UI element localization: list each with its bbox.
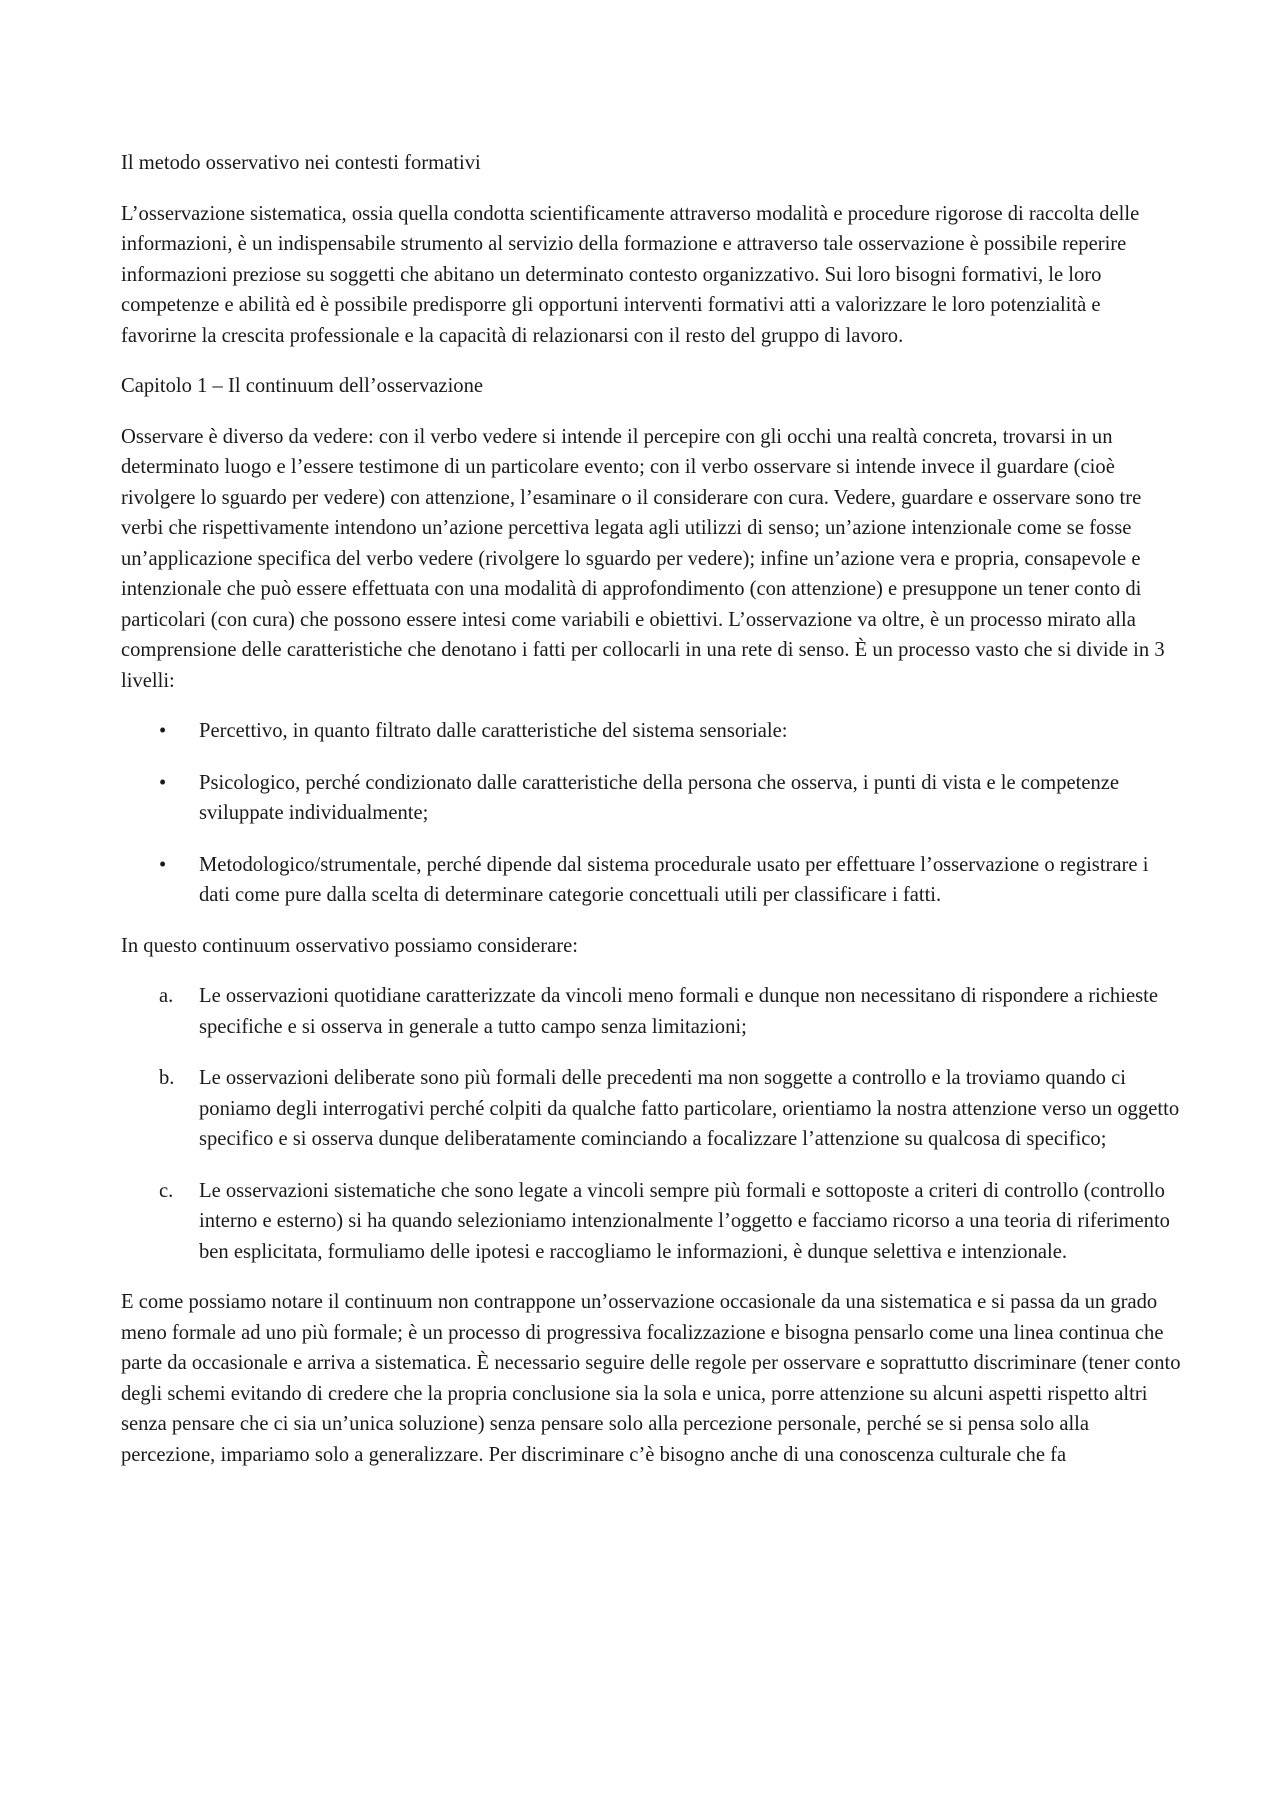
observation-definition-paragraph: Osservare è diverso da vedere: con il verbo vedere si intende il percepire con gli occhi una realtà concreta, trovarsi in un determinato luogo e l’essere testimone di un particolare evento; con il verbo osservare si intende invece il guardare (cioè rivolgere lo sguardo per vedere) con attenzione, l’esaminare o il considerare con cura. Vedere, guardare e osservare sono tre verbi che rispettivamente intendono un’azione percettiva legata agli utilizzi di senso; un’azione intenzionale come se fosse un’applicazione specifica del verbo vedere (rivolgere lo sguardo per vedere); infine un’azione vera e propria, consapevole e intenzionale che può essere effettuata con una modalità di approfondimento (con attenzione) e presuppone un tener conto di particolari (con cura) che possono essere intesi come variabili e obiettivi. L’osservazione va oltre, è un processo mirato alla comprensione delle caratteristiche che denotano i fatti per collocarli in una rete di senso. È un processo vasto che si divide in 3 livelli: (121, 425, 1165, 692)
observation-levels-list (121, 716, 1181, 911)
list-item (121, 716, 1181, 747)
bullet-marker: • (159, 720, 167, 742)
list-item (121, 981, 1181, 1042)
list-marker: c. (159, 1179, 174, 1202)
observation-types-list (121, 981, 1181, 1267)
list-item-text: Psicologico, perché condizionato dalle caratteristiche della persona che osserva, i punti di vista e le competenze sviluppate individualmente; (199, 771, 1120, 824)
document-title: Il metodo osservativo nei contesti formativi (121, 152, 481, 174)
list-item (121, 1176, 1181, 1268)
list-marker: a. (159, 985, 174, 1007)
list-item (121, 768, 1181, 829)
bullet-marker: • (159, 771, 167, 794)
list-item-text: Metodologico/strumentale, perché dipende dal sistema procedurale usato per effettuare l’osservazione o registrare i dati come pure dalla scelta di determinare categorie concettuali utili per classificare i fatti. (199, 853, 1149, 906)
chapter-heading: Capitolo 1 – Il continuum dell’osservazione (121, 375, 484, 397)
continuum-conclusion-paragraph: E come possiamo notare il continuum non contrappone un’osservazione occasionale da una sistematica e si passa da un grado meno formale ad uno più formale; è un processo di progressiva focalizzazione e bisogna pensarlo come una linea continua che parte da occasionale e arriva a sistematica. È necessario seguire delle regole per osservare e soprattutto discriminare (tener conto degli schemi evitando di credere che la propria conclusione sia la sola e unica, porre attenzione su alcuni aspetti rispetto altri senza pensare che ci sia un’unica soluzione) senza pensare solo alla percezione personale, perché se si pensa solo alla percezione, impariamo solo a generalizzare. Per discriminare c’è bisogno anche di una conoscenza culturale che fa (121, 1291, 1181, 1466)
list-marker: b. (159, 1067, 175, 1089)
bullet-marker: • (159, 853, 167, 876)
list-item-text: Le osservazioni quotidiane caratterizzate da vincoli meno formali e dunque non necessitano di rispondere a richieste specifiche e si osserva in generale a tutto campo senza limitazioni; (199, 985, 1158, 1038)
document-page (121, 148, 1181, 1490)
list-item-text: Le osservazioni sistematiche che sono legate a vincoli sempre più formali e sottoposte a criteri di controllo (controllo interno e esterno) si ha quando selezioniamo intenzionalmente l’oggetto e facciamo ricorso a una teoria di riferimento ben esplicitata, formuliamo delle ipotesi e raccogliamo le informazioni, è dunque selettiva e intenzionale. (199, 1179, 1170, 1263)
list-item-text: Percettivo, in quanto filtrato dalle caratteristiche del sistema sensoriale: (199, 720, 788, 742)
list-item (121, 850, 1181, 911)
list-item (121, 1063, 1181, 1155)
intro-paragraph: L’osservazione sistematica, ossia quella condotta scientificamente attraverso modalità e procedure rigorose di raccolta delle informazioni, è un indispensabile strumento al servizio della formazione e attraverso tale osservazione è possibile reperire informazioni preziose su soggetti che abitano un determinato contesto organizzativo. Sui loro bisogni formativi, le loro competenze e abilità ed è possibile predisporre gli opportuni interventi formativi atti a valorizzare le loro potenzialità e favorirne la crescita professionale e la capacità di relazionarsi con il resto del gruppo di lavoro. (121, 202, 1140, 347)
continuum-intro-paragraph: In questo continuum osservativo possiamo considerare: (121, 934, 578, 957)
list-item-text: Le osservazioni deliberate sono più formali delle precedenti ma non soggette a controllo e la troviamo quando ci poniamo degli interrogativi perché colpiti da qualche fatto particolare, orientiamo la nostra attenzione verso un oggetto specifico e si osserva dunque deliberatamente cominciando a focalizzare l’attenzione su qualcosa di specifico; (199, 1067, 1180, 1150)
